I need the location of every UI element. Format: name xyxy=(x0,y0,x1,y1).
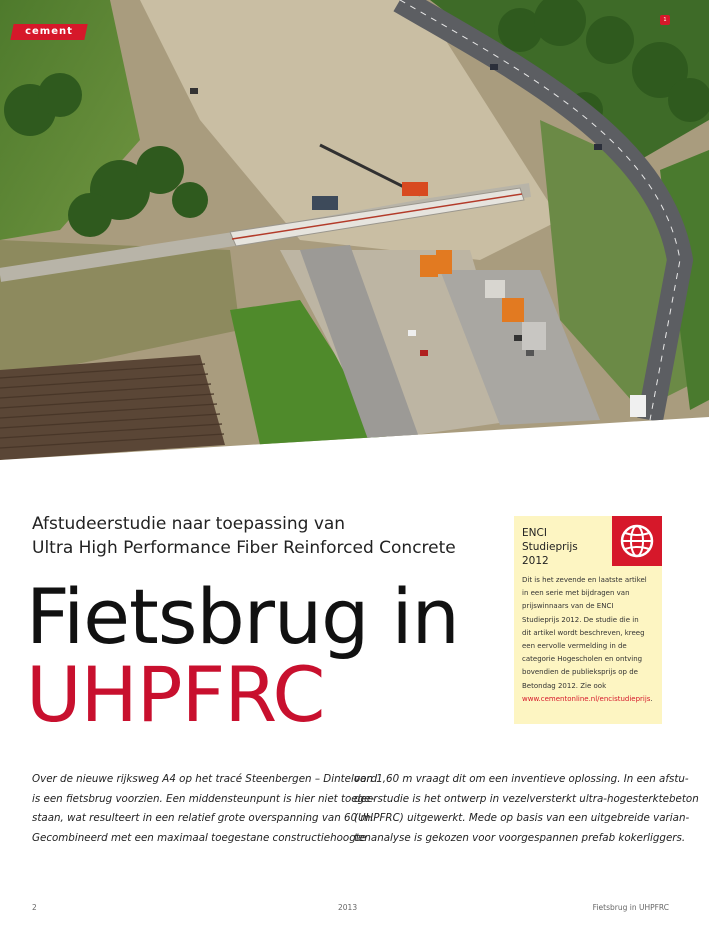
page-marker: 1 xyxy=(660,15,670,25)
intro-line: van 1,60 m vraagt dit om een inventieve oplossing. In een afstu- xyxy=(354,773,689,785)
sidebar-line: categorie Hogescholen en ontving xyxy=(522,655,643,664)
sidebar-heading-line: ENCI xyxy=(522,527,547,539)
intro-line: deerstudie is het ontwerp in vezelversterkt ultra-hogesterktebeton xyxy=(354,792,699,805)
footer-year: 2013 xyxy=(338,903,358,912)
aerial-photo xyxy=(0,0,709,460)
sidebar-body xyxy=(522,574,656,706)
intro-line: is een fietsbrug voorzien. Een middensteunpunt is hier niet toege- xyxy=(32,792,375,805)
globe-icon xyxy=(617,521,657,561)
footer-running-title: Fietsbrug in UHPFRC xyxy=(592,903,669,912)
sidebar-link[interactable]: www.cementonline.nl/encistudieprijs xyxy=(522,694,651,703)
intro-column-right xyxy=(354,770,699,848)
article-title-line2: UHPFRC xyxy=(26,650,325,739)
sidebar-link-line xyxy=(522,693,656,706)
sidebar-heading-line: 2012 xyxy=(522,555,549,567)
aerial-photo-illustration xyxy=(0,0,709,460)
intro-line: tenanalyse is gekozen voor voorgespannen prefab kokerliggers. xyxy=(354,831,686,844)
logo-text: cement xyxy=(25,26,73,37)
sidebar-link-suffix: . xyxy=(650,694,653,703)
kicker-line: Ultra High Performance Fiber Reinforced Concrete xyxy=(32,538,456,558)
sidebar-line: in een serie met bijdragen van xyxy=(522,589,630,598)
sidebar-line: Studieprijs 2012. De studie die in xyxy=(522,615,639,624)
sidebar-line: dit artikel wordt beschreven, kreeg xyxy=(522,628,645,637)
award-sidebar xyxy=(514,516,662,724)
sidebar-heading-line: Studieprijs xyxy=(522,541,578,553)
intro-line: Gecombineerd met een maximaal toegestane constructiehoogte xyxy=(32,831,367,844)
sidebar-heading xyxy=(522,526,578,568)
sidebar-line: bovendien de publieksprijs op de xyxy=(522,668,638,677)
intro-column-left xyxy=(32,770,378,848)
article-kicker xyxy=(32,512,492,560)
footer-page-number: 2 xyxy=(32,903,37,912)
intro-line: Over de nieuwe rijksweg A4 op het tracé Steenbergen – Dinteloord xyxy=(32,773,378,785)
sidebar-line: Betondag 2012. Zie ook xyxy=(522,681,607,690)
intro-line: (UHPFRC) uitgewerkt. Mede op basis van een uitgebreide varian- xyxy=(354,812,690,824)
kicker-line: Afstudeerstudie naar toepassing van xyxy=(32,514,346,534)
sidebar-line: een eervolle vermelding in de xyxy=(522,642,627,651)
article-title-line1: Fietsbrug in xyxy=(26,572,459,661)
intro-line: staan, wat resulteert in een relatief grote overspanning van 60 m. xyxy=(32,812,374,824)
award-badge xyxy=(612,516,662,566)
magazine-logo xyxy=(10,24,87,40)
sidebar-line: prijswinnaars van de ENCI xyxy=(522,602,614,611)
sidebar-line: Dit is het zevende en laatste artikel xyxy=(522,576,647,584)
